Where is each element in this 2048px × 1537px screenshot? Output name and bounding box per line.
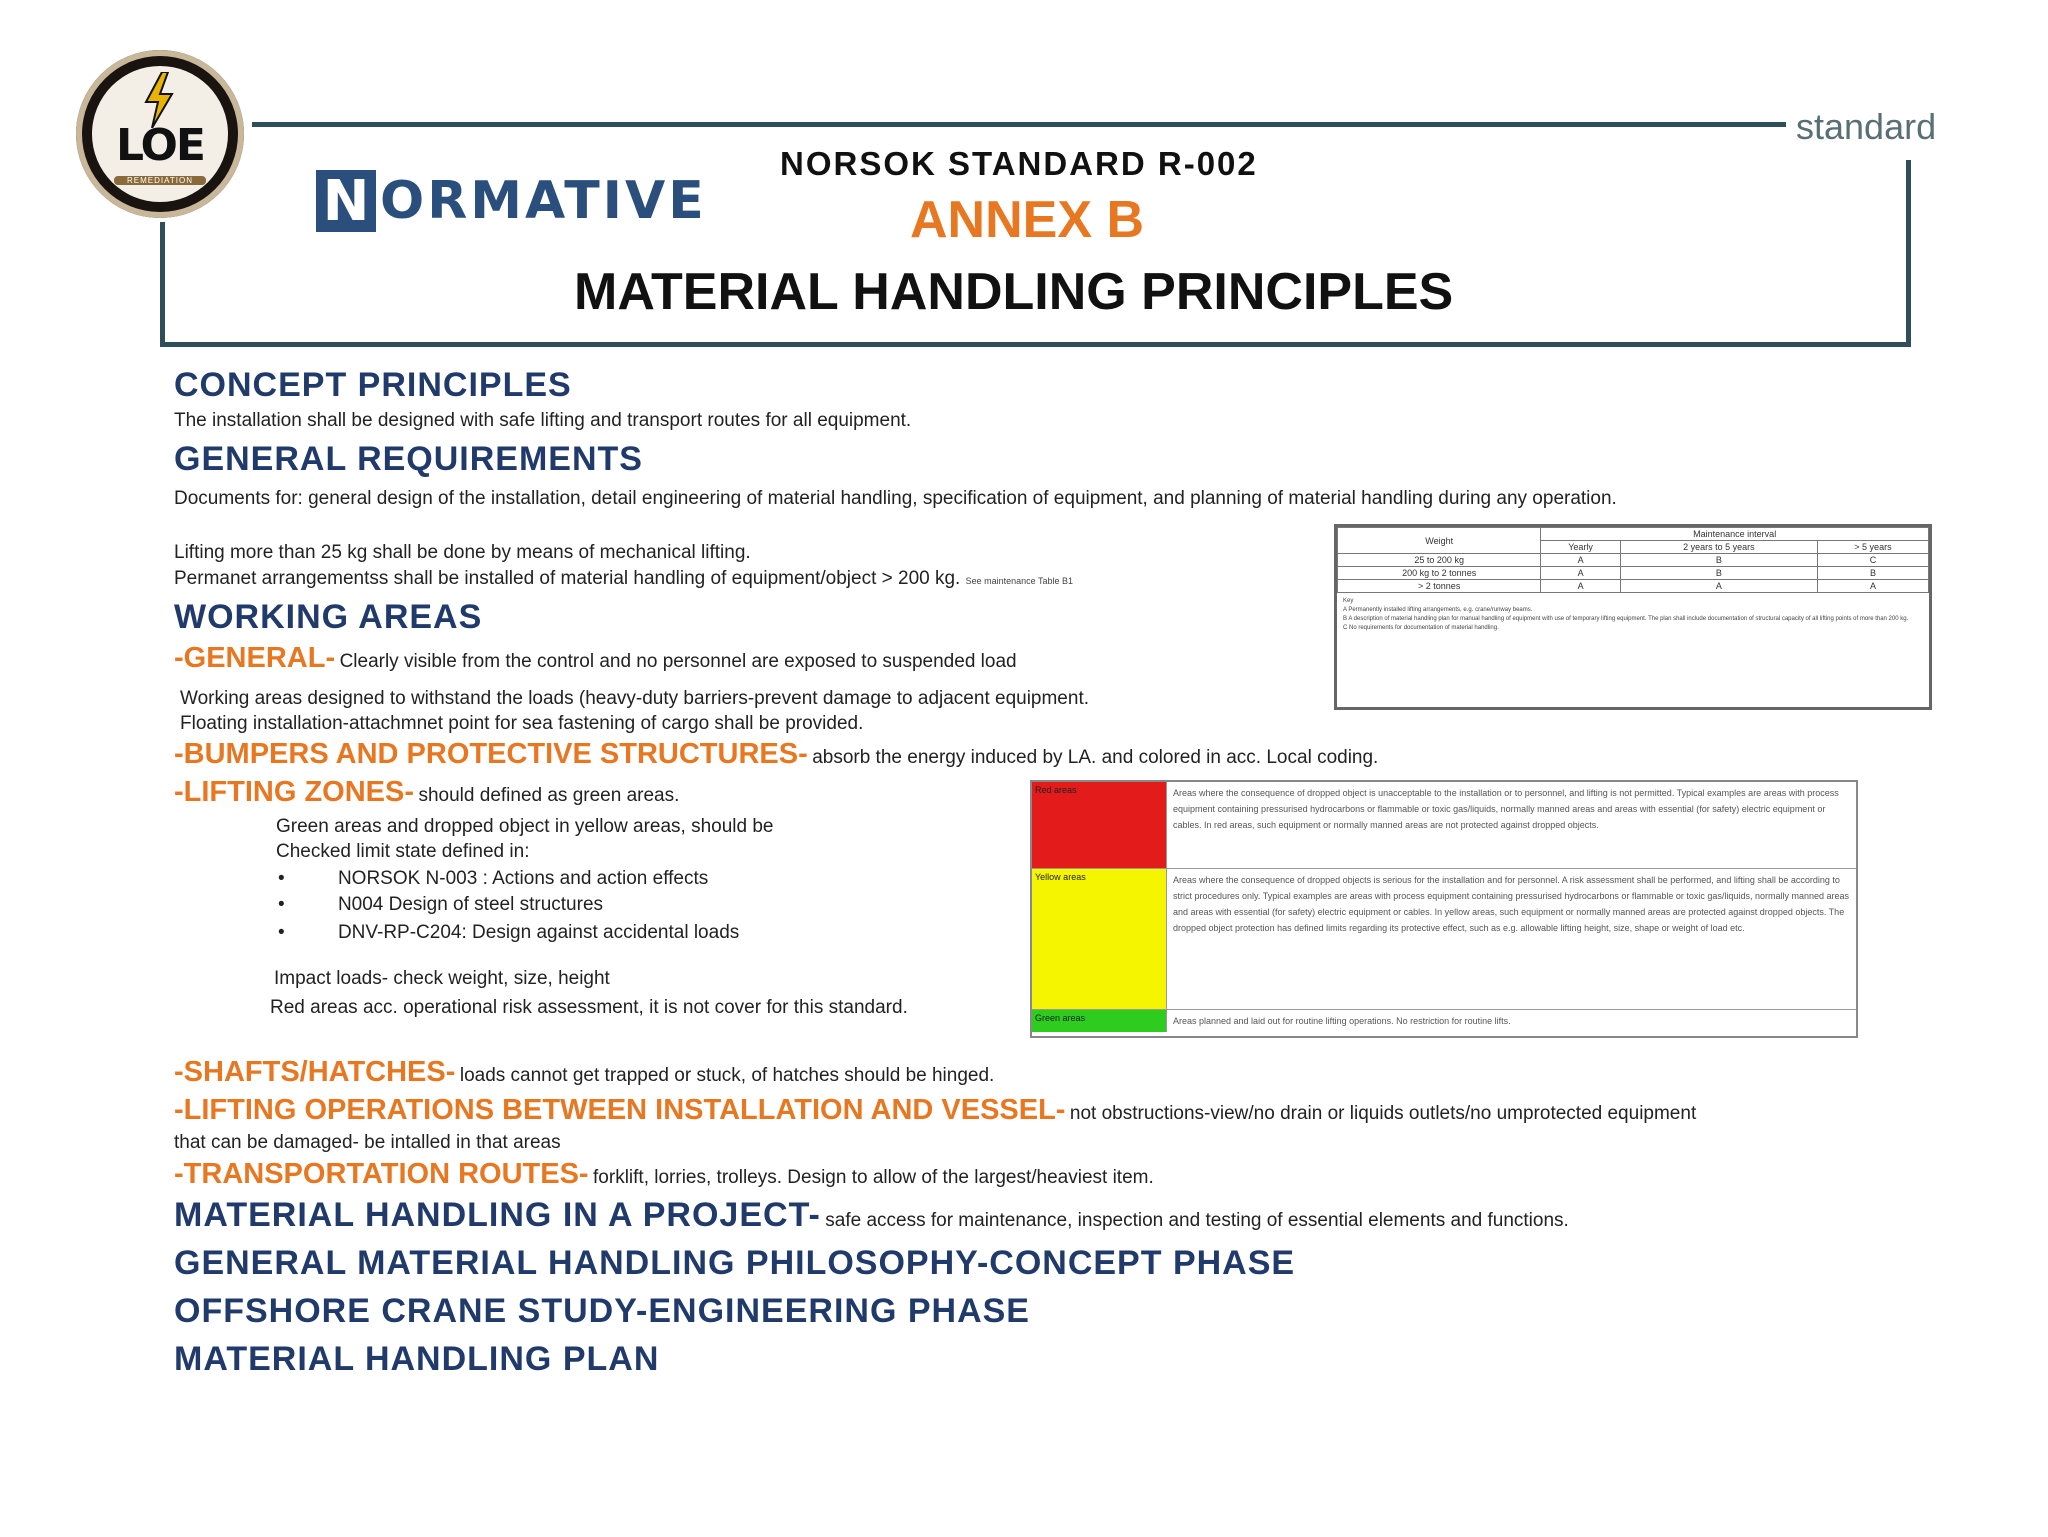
concept-heading: CONCEPT PRINCIPLES [174,366,572,404]
bumpers-label: -BUMPERS AND PROTECTIVE STRUCTURES- [174,738,808,770]
zone-description: Areas where the consequence of dropped object is unacceptable to the installation or to personnel, and lifting is not permitted. Typical examples are areas with process equipment containing pressurised hydrocarbons or flammable or toxic gas/liquids, normally manned areas and areas with essential (for safety) electric equipment or cables. In red areas, such equipment or normally manned areas are not protected against dropped objects. [1166,782,1856,868]
row-cell: A [1620,580,1817,593]
row-weight: > 2 tonnes [1338,580,1541,593]
impact-text: Impact loads- check weight, size, height [274,968,610,989]
header-frame-bottom [160,342,1911,347]
bumpers-subsection [174,738,1378,771]
zone-row-red [1032,782,1856,869]
standard-reference: NORSOK STANDARD R-002 [780,145,1258,182]
key-note: A Permanently installed lifting arrangements, e.g. crane/runway beams. [1343,607,1533,613]
list-item [278,922,739,944]
lifting-line-2: Green areas and dropped object in yellow areas, should be [276,816,774,837]
row-cell: B [1620,567,1817,580]
philosophy-heading: GENERAL MATERIAL HANDLING PHILOSOPHY-CONCEPT PHASE [174,1244,1296,1282]
row-cell: A [1541,580,1620,593]
general-text: Clearly visible from the control and no personnel are exposed to suspended load [339,651,1017,672]
routes-text: forklift, lorries, trolleys. Design to allow of the largest/heaviest item. [593,1167,1154,1188]
table-row [1338,554,1929,567]
row-cell: A [1541,554,1620,567]
general-line-3-text: Permanet arrangementss shall be installed of material handling of equipment/object > 200 kg. [174,568,961,589]
maintenance-table [1334,524,1932,710]
general-heading: GENERAL REQUIREMENTS [174,440,643,478]
concept-text: The installation shall be designed with safe lifting and transport routes for all equipment. [174,410,912,431]
key-note: B A description of material handling plan for manual handling of equipment with use of temporary lifting equipment. The plan shall include documentation of structural capacity of all lifting points of more than 200 kg. [1343,616,1909,622]
zone-name: Green areas [1032,1010,1166,1032]
list-item-text: NORSOK N-003 : Actions and action effects [337,868,709,889]
shafts-text: loads cannot get trapped or stuck, of hatches should be hinged. [459,1065,995,1086]
row-weight: 25 to 200 kg [1338,554,1541,567]
routes-subsection [174,1158,1154,1191]
general-line-2: Working areas designed to withstand the loads (heavy-duty barriers-prevent damage to adjacent equipment. [180,688,1090,709]
lifting-subsection [174,776,679,809]
row-cell: A [1817,580,1928,593]
routes-label: -TRANSPORTATION ROUTES- [174,1158,589,1190]
working-heading: WORKING AREAS [174,598,483,636]
lifting-zones-table [1030,780,1858,1038]
table-row [1338,580,1929,593]
normative-logo [316,168,707,234]
general-line-3: Floating installation-attachmnet point for sea fastening of cargo shall be provided. [180,713,864,734]
annex-title: ANNEX B [910,191,1145,249]
page-title: MATERIAL HANDLING PRINCIPLES [574,263,1454,321]
zone-row-yellow [1032,869,1856,1010]
bullet-icon: • [278,868,285,889]
row-cell: A [1541,567,1620,580]
operations-line-2: that can be damaged- be intalled in that areas [174,1132,561,1153]
bullet-icon: • [278,922,285,943]
operations-subsection [174,1094,1696,1127]
general-line-3-note: See maintenance Table B1 [965,576,1074,586]
normative-text: ORMATIVE [380,171,707,231]
bullet-icon: • [278,894,285,915]
zone-name: Yellow areas [1032,869,1166,1009]
table-row [1338,567,1929,580]
sub-col: > 5 years [1817,541,1928,554]
maintenance-grid [1337,527,1929,593]
maintenance-key [1337,593,1929,637]
red-areas-text: Red areas acc. operational risk assessment, it is not cover for this standard. [270,997,908,1018]
project-section [174,1196,1569,1235]
logo-badge [92,66,228,202]
zone-description: Areas planned and laid out for routine lifting operations. No restriction for routine lifts. [1166,1010,1856,1032]
shafts-label: -SHAFTS/HATCHES- [174,1056,456,1088]
company-logo [76,50,244,218]
sub-col: 2 years to 5 years [1620,541,1817,554]
zone-description: Areas where the consequence of dropped objects is serious for the installation and for personnel. A risk assessment shall be performed, and lifting shall be according to strict procedures only. Typical examples are areas with process equipment containing pressurised hydrocarbons or flammable or toxic gas/liquids, normally manned areas and areas with essential (for safety) electric equipment or cables. In yellow areas, such equipment or normally manned areas are protected against dropped objects. The dropped object protection has defined limits regarding its protective effect, such as e.g. allowable lifting height, size, shape or weight of load etc. [1166,869,1856,1009]
list-item [278,868,708,890]
key-note: C No requirements for documentation of material handling. [1343,625,1499,631]
shafts-subsection [174,1056,994,1089]
bumpers-text: absorb the energy induced by LA. and colored in acc. Local coding. [812,747,1379,768]
header-frame-left [160,222,165,347]
list-item-text: N004 Design of steel structures [337,894,604,915]
lifting-line-3: Checked limit state defined in: [276,841,530,862]
logo-text: LOE [116,120,204,171]
general-line-1: Documents for: general design of the installation, detail engineering of material handling, specification of equipment, and planning of material handling during any operation. [174,488,1617,509]
row-cell: C [1817,554,1928,567]
row-cell: B [1817,567,1928,580]
list-item [278,894,603,916]
normative-initial: N [316,170,376,232]
general-line-3 [174,568,1073,590]
general-line-2: Lifting more than 25 kg shall be done by means of mechanical lifting. [174,542,751,563]
standard-wordmark: standard [1796,106,1937,147]
col-weight: Weight [1338,528,1541,554]
row-weight: 200 kg to 2 tonnes [1338,567,1541,580]
zone-name: Red areas [1032,782,1166,868]
project-heading: MATERIAL HANDLING IN A PROJECT- [174,1196,821,1234]
logo-subtext: REMEDIATION [114,176,206,185]
general-subsection [174,642,1017,675]
sub-col: Yearly [1541,541,1620,554]
key-label: Key [1343,598,1354,604]
project-text: safe access for maintenance, inspection and testing of essential elements and functions. [825,1210,1569,1231]
handling-plan-heading: MATERIAL HANDLING PLAN [174,1340,660,1378]
zone-row-green [1032,1010,1856,1032]
header-frame-top [252,122,1786,127]
crane-study-heading: OFFSHORE CRANE STUDY-ENGINEERING PHASE [174,1292,1030,1330]
list-item-text: DNV-RP-C204: Design against accidental loads [337,922,740,943]
header-frame-right [1906,160,1911,347]
col-interval: Maintenance interval [1541,528,1929,541]
lifting-text: should defined as green areas. [418,785,680,806]
lifting-label: -LIFTING ZONES- [174,776,415,808]
row-cell: B [1620,554,1817,567]
general-label: -GENERAL- [174,642,336,674]
operations-text: not obstructions-view/no drain or liquids outlets/no umprotected equipment [1069,1103,1697,1124]
operations-label: -LIFTING OPERATIONS BETWEEN INSTALLATION AND VESSEL- [174,1094,1066,1126]
